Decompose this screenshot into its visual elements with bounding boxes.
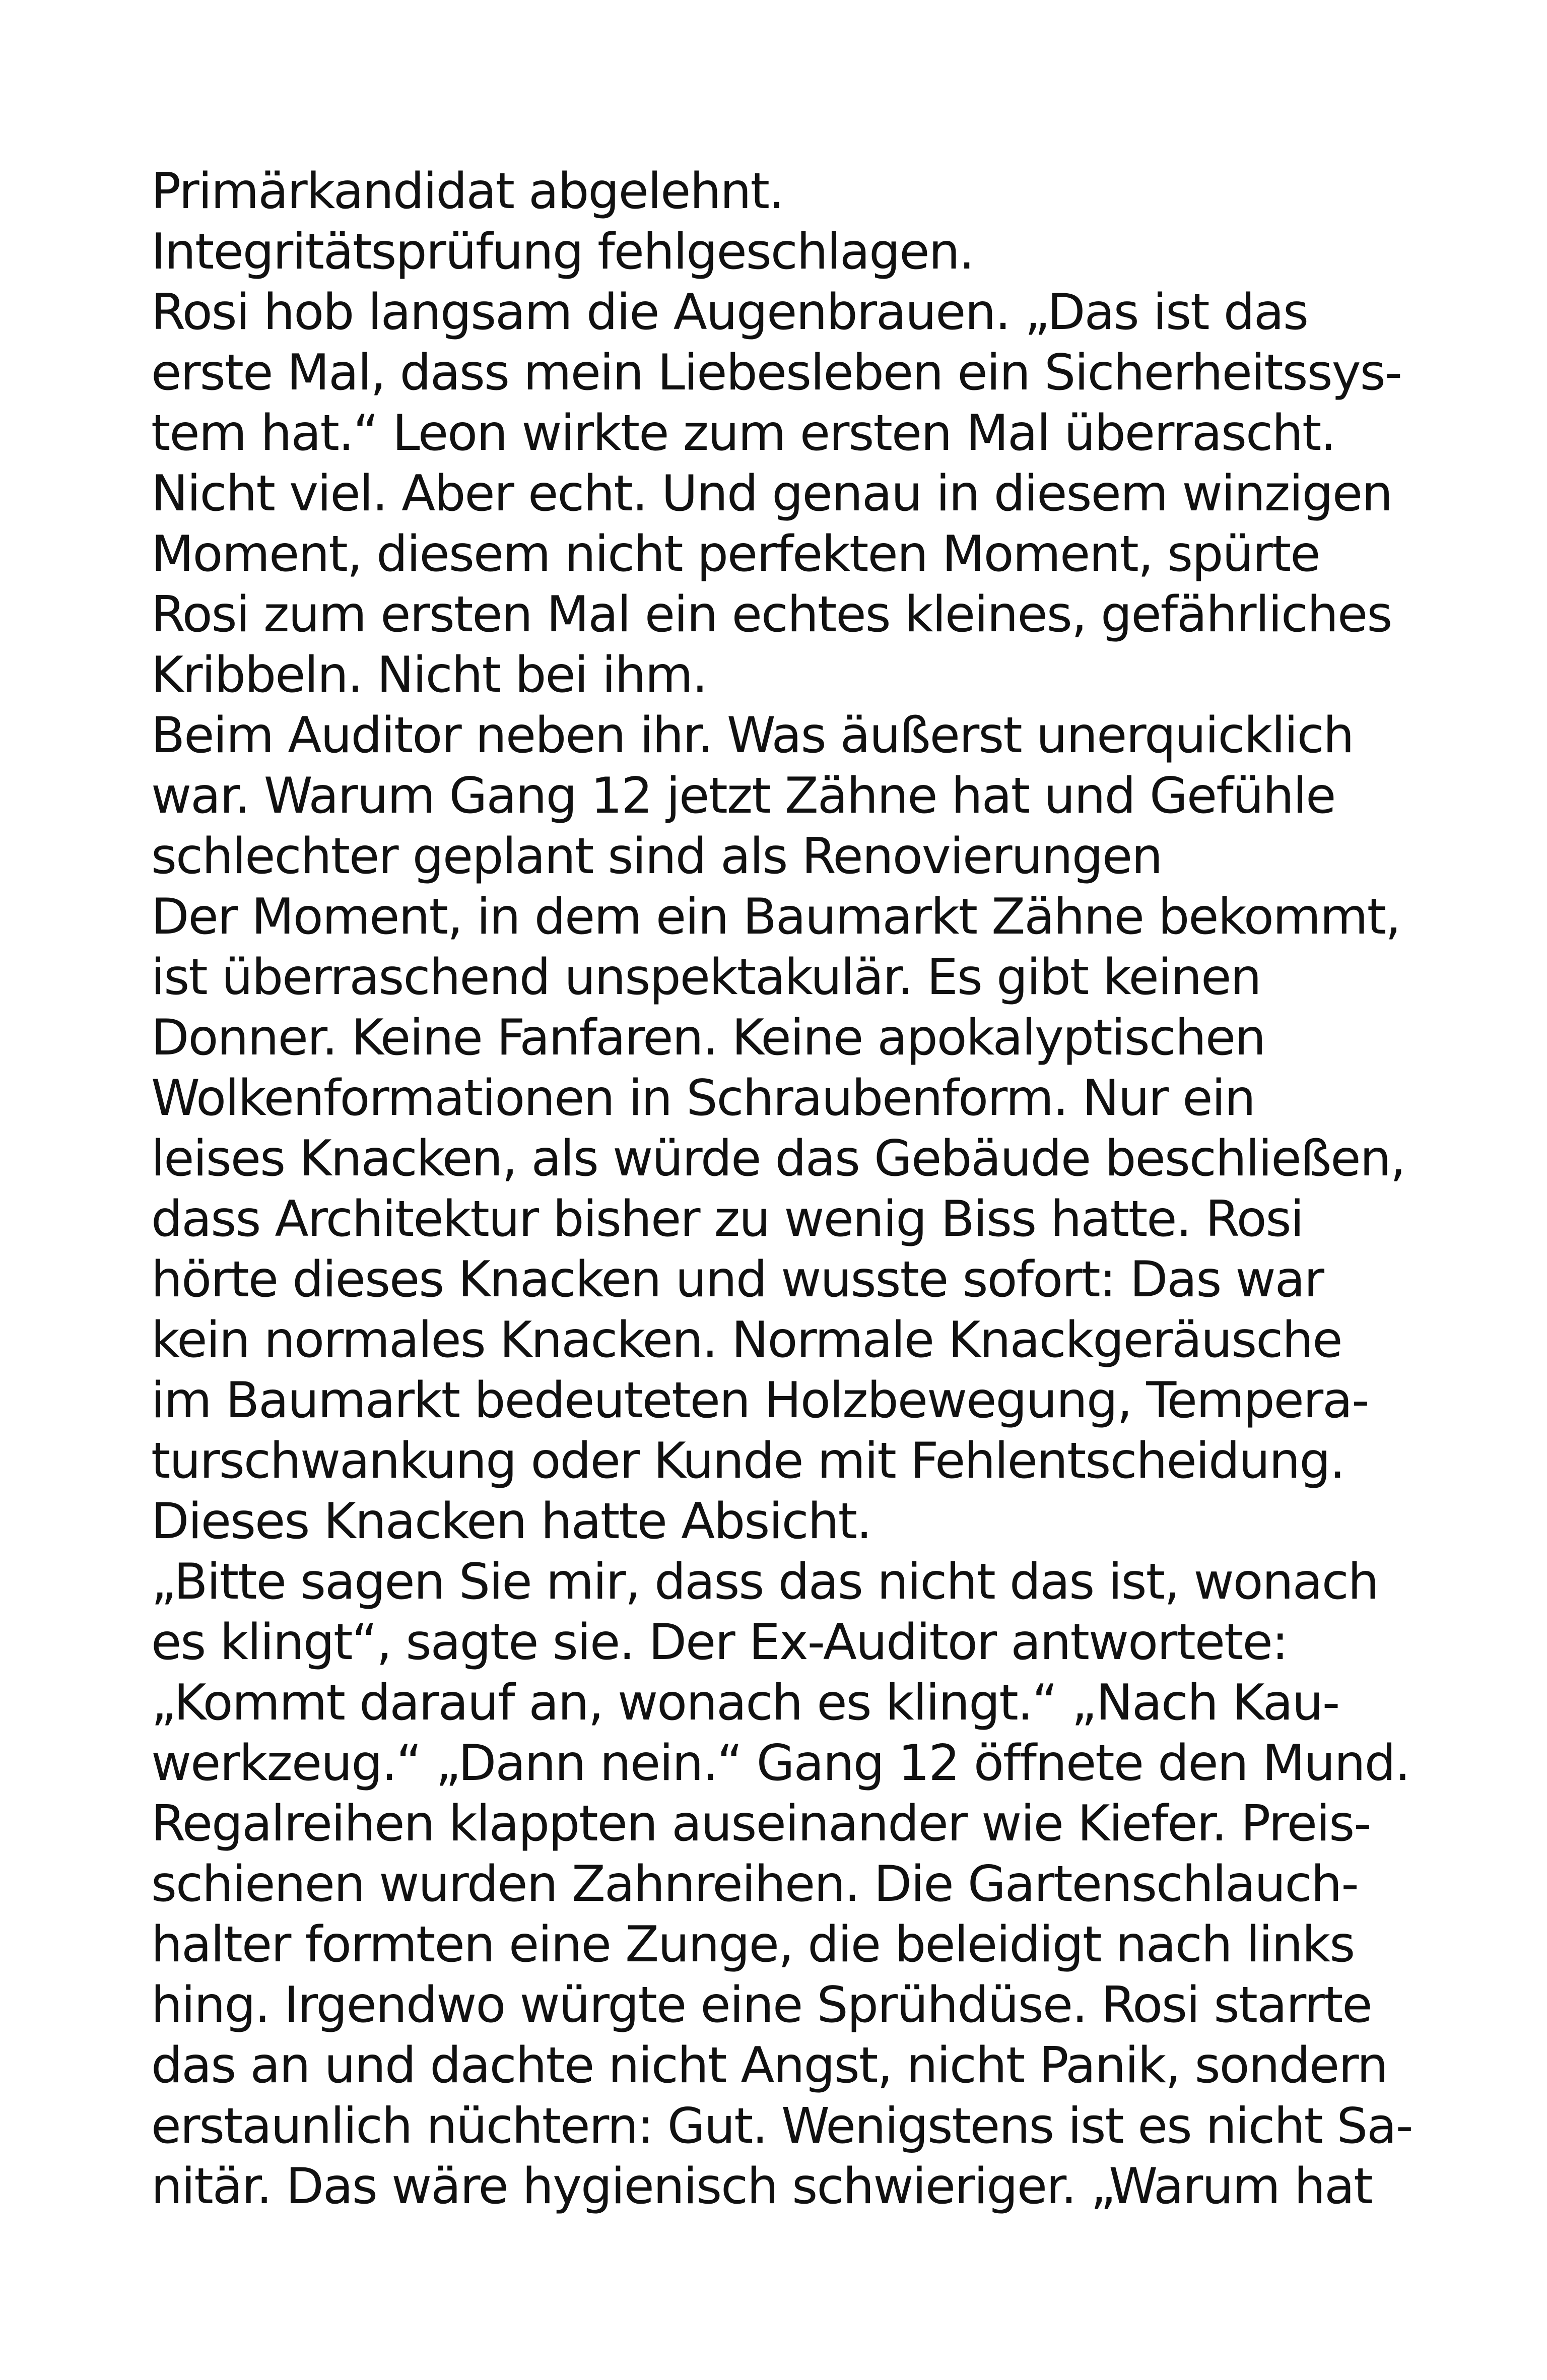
text-line: Donner. Keine Fanfaren. Keine apokalyptischen <box>151 1009 1265 1067</box>
text-line: halter formten eine Zunge, die beleidigt nach links <box>151 1916 1355 1973</box>
text-line: tem hat.“ Leon wirkte zum ersten Mal überrascht. <box>151 405 1335 462</box>
text-line: das an und dachte nicht Angst, nicht Panik, sondern <box>151 2037 1387 2094</box>
text-line: Rosi hob langsam die Augenbrauen. „Das ist das <box>151 284 1308 341</box>
text-line: war. Warum Gang 12 jetzt Zähne hat und Gefühle <box>151 767 1335 825</box>
text-line: werkzeug.“ „Dann nein.“ Gang 12 öffnete den Mund. <box>151 1735 1410 1792</box>
text-line: dass Architektur bisher zu wenig Biss hatte. Rosi <box>151 1191 1303 1248</box>
text-line: Regalreihen klappten auseinander wie Kiefer. Preis- <box>151 1795 1371 1853</box>
body-text <box>151 161 1421 2217</box>
text-line: turschwankung oder Kunde mit Fehlentscheidung. <box>151 1432 1344 1490</box>
text-line: ist überraschend unspektakulär. Es gibt keinen <box>151 949 1261 1006</box>
text-line: erste Mal, dass mein Liebesleben ein Sicherheitssys- <box>151 344 1402 402</box>
text-line: „Kommt darauf an, wonach es klingt.“ „Nach Kau- <box>151 1674 1339 1732</box>
text-line: Moment, diesem nicht perfekten Moment, spürte <box>151 525 1320 583</box>
text-line: schlechter geplant sind als Renovierungen <box>151 828 1162 885</box>
text-line: schienen wurden Zahnreihen. Die Gartenschlauch- <box>151 1856 1358 1913</box>
text-line: hörte dieses Knacken und wusste sofort: Das war <box>151 1251 1324 1308</box>
text-line: es klingt“, sagte sie. Der Ex-Auditor antwortete: <box>151 1614 1288 1671</box>
text-line: erstaunlich nüchtern: Gut. Wenigstens ist es nicht Sa- <box>151 2097 1413 2154</box>
text-line: Rosi zum ersten Mal ein echtes kleines, gefährliches <box>151 586 1392 643</box>
text-line: nitär. Das wäre hygienisch schwieriger. „Warum hat <box>151 2158 1372 2215</box>
text-line: hing. Irgendwo würgte eine Sprühdüse. Rosi starrte <box>151 1976 1372 2034</box>
text-line: „Bitte sagen Sie mir, dass das nicht das ist, wonach <box>151 1553 1378 1611</box>
text-line: Dieses Knacken hatte Absicht. <box>151 1493 871 1550</box>
text-line: Beim Auditor neben ihr. Was äußerst unerquicklich <box>151 707 1354 764</box>
text-line: Der Moment, in dem ein Baumarkt Zähne bekommt, <box>151 888 1400 946</box>
text-line: kein normales Knacken. Normale Knackgeräusche <box>151 1311 1342 1369</box>
text-line: im Baumarkt bedeuteten Holzbewegung, Tempera- <box>151 1372 1369 1429</box>
text-line: Nicht viel. Aber echt. Und genau in diesem winzigen <box>151 465 1392 522</box>
text-line: Primärkandidat abgelehnt. <box>151 163 784 220</box>
text-line: leises Knacken, als würde das Gebäude beschließen, <box>151 1130 1405 1187</box>
text-line: Wolkenformationen in Schraubenform. Nur ein <box>151 1070 1255 1127</box>
text-line: Kribbeln. Nicht bei ihm. <box>151 646 707 704</box>
text-line: Integritätsprüfung fehlgeschlagen. <box>151 223 974 281</box>
